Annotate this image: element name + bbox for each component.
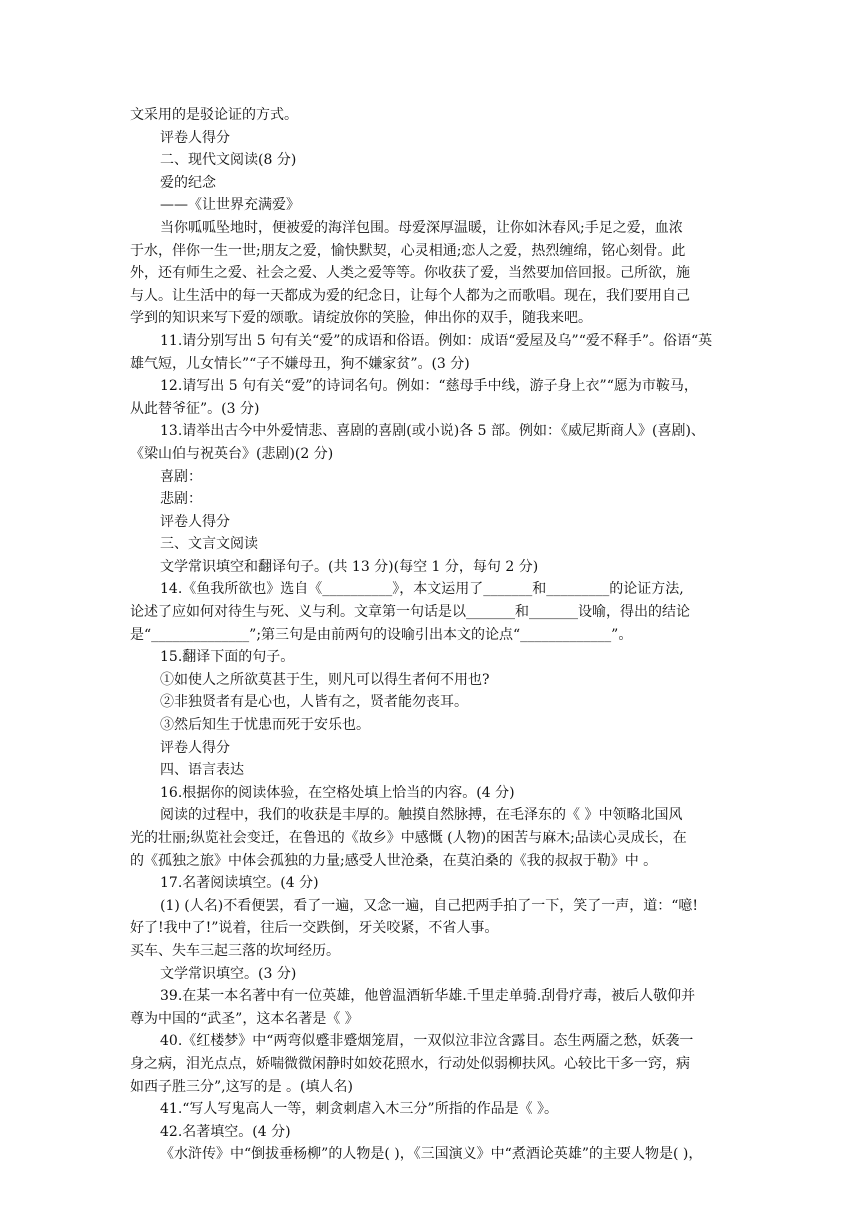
text-line: 《梁山伯与祝英台》(悲剧)(2 分) [130,445,334,462]
text-line: 论述了应如何对待生与死、义与利。文章第一句话是以_______和_______设喻，得出的结论 [130,604,690,621]
text-line: 喜剧： [160,468,202,485]
text-line: 41.“写人写鬼高人一等，刺贪刺虐入木三分”所指的作品是《 》。 [160,1101,559,1118]
text-line: 光的壮丽;纵览社会变迁，在鲁迅的《故乡》中感慨 (人物)的困苦与麻木;品读心灵成长，在 [130,830,687,846]
text-line: 文采用的是驳论证的方式。 [130,107,298,123]
text-line: 文学常识填空。(3 分) [160,965,297,982]
text-line: 40.《红楼梦》中“两弯似蹙非蹙烟笼眉，一双似泣非泣含露目。态生两靥之愁，妖袭一 [160,1033,694,1050]
document-page [130,104,730,1166]
text-line: 《水浒传》中“倒拔垂杨柳”的人物是( )，《三国演义》中“煮酒论英雄”的主要人物是( )， [160,1146,703,1163]
text-line: 15.翻译下面的句子。 [160,649,295,666]
text-line: 学到的知识来写下爱的颂歌。请绽放你的笑脸，伸出你的双手，随我来吧。 [130,310,592,327]
text-line: 买车、失车三起三落的坎坷经历。 [130,942,340,959]
text-line: 身之病，泪光点点，娇喘微微闲静时如姣花照水，行动处似弱柳扶风。心较比干多一窍，病 [130,1055,690,1072]
text-line: 12.请写出 5 句有关“爱”的诗词名句。例如：“慈母手中线，游子身上衣”“愿为市鞍马， [160,378,698,395]
text-line: 与人。让生活中的每一天都成为爱的纪念日，让每个人都为之而歌唱。现在，我们要用自己 [130,287,690,304]
text-line: 评卷人得分 [160,513,230,530]
text-line: (1) (人名)不看便罢，看了一遍，又念一遍，自己把两手拍了一下，笑了一声，道：“噫! [160,897,698,914]
text-line: 17.名著阅读填空。(4 分) [160,875,319,892]
text-line: ②非独贤者有是心也，人皆有之，贤者能勿丧耳。 [160,694,468,711]
text-line: 三、文言文阅读 [160,536,258,553]
text-line: 39.在某一本名著中有一位英雄，他曾温酒斩华雄.千里走单骑.刮骨疗毒，被后人敬仰并 [160,988,696,1005]
text-line: 如西子胜三分”,这写的是 。(填人名) [130,1078,353,1095]
text-line: 文学常识填空和翻译句子。(共 13 分)(每空 1 分，每句 2 分) [160,558,539,575]
text-line: 评卷人得分 [160,739,230,756]
text-line: 的《孤独之旅》中体会孤独的力量;感受人世沧桑，在莫泊桑的《我的叔叔于勒》中 。 [130,852,658,869]
text-line: ③然后知生于忧患而死于安乐也。 [160,717,370,734]
text-line: 14.《鱼我所欲也》选自《__________》，本文运用了_______和_________的论证方法, [160,581,684,598]
text-line: 尊为中国的“武圣”，这本名著是《 》 [130,1010,359,1027]
text-line: 二、现代文阅读(8 分) [160,152,297,169]
text-line: 从此替爷征”。(3 分) [130,400,260,417]
text-line: ①如使人之所欲莫甚于生，则凡可以得生者何不用也? [160,671,490,688]
text-line: ——《让世界充满爱》 [160,197,300,214]
text-line: 悲剧： [160,491,202,508]
text-line: 16.根据你的阅读体验，在空格处填上恰当的内容。(4 分) [160,784,515,801]
text-line: 11.请分别写出 5 句有关“爱”的成语和俗语。例如：成语“爱屋及乌”“爱不释手”。俗语“英 [160,332,713,349]
text-line: 四、语言表达 [160,762,244,779]
text-line: 外，还有师生之爱、社会之爱、人类之爱等等。你收获了爱，当然要加倍回报。己所欲，施 [130,265,690,282]
text-line: 雄气短，儿女情长”“子不嫌母丑，狗不嫌家贫”。(3 分) [130,355,470,372]
text-line: 13.请举出古今中外爱情悲、喜剧的喜剧(或小说)各 5 部。例如：《威尼斯商人》(喜剧)、 [160,423,705,440]
text-line: 爱的纪念 [160,174,216,191]
text-line: 好了!我中了!”说着，往后一交跌倒，牙关咬紧，不省人事。 [130,920,499,937]
text-line: 当你呱呱坠地时，便被爱的海洋包围。母爱深厚温暖，让你如沐春风;手足之爱，血浓 [160,219,683,236]
text-line: 阅读的过程中，我们的收获是丰厚的。触摸自然脉搏，在毛泽东的《 》中领略北国风 [160,807,683,824]
text-line: 是“______________”;第三句是由前两句的设喻引出本文的论点“_____________”。 [130,626,633,643]
text-line: 评卷人得分 [160,129,230,146]
text-line: 42.名著填空。(4 分) [160,1123,291,1140]
text-line: 于水，伴你一生一世;朋友之爱，愉快默契，心灵相通;恋人之爱，热烈缠绵，铭心刻骨。此 [130,242,686,259]
